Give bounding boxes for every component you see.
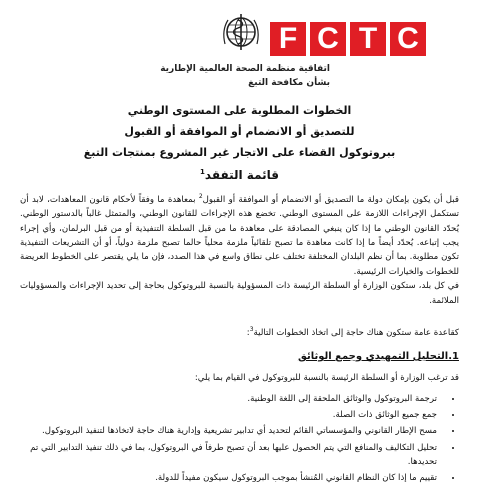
title-line-3: ببروتوكول القضاء على الاتجار غير المشروع بمنتجات التبغ xyxy=(83,146,396,159)
title-line-1: الخطوات المطلوبة على المستوى الوطني xyxy=(127,104,352,117)
section-1-heading: 1.التحليل التمهيدي وجمع الوثائق xyxy=(297,351,459,362)
body-text xyxy=(20,190,459,308)
list-item: • تقييم ما إذا كان النظام القانوني المُنشأ بموجب البروتوكول سيكون مفيداً للدولة. xyxy=(20,471,443,485)
paragraph-1-start: قبل أن يكون بإمكان دولة ما التصديق أو الانضمام أو الموافقة أو القبول xyxy=(202,194,460,205)
list-item: • مسح الإطار القانوني والمؤسساتي القائم لتحديد أي تدابير تشريعية وإدارية هناك حاجة لاتخاذها لتنفيذ البروتوكول. xyxy=(20,424,443,438)
fctc-logo-letter: C xyxy=(390,22,426,56)
paragraph-1-rest: بمعاهدة ما وفقاً لأحكام قانون المعاهدات، لابد أن تستكمل الإجراءات اللازمة على المستوى الوطني. تخضع هذه الإجراءات للقانون الوطني، والمتمثل غالباً بالدستور الوطني. يُحدّد القانون الوطني ما إذا كان ينبغي المصادقة على معاهدة ما من قبل السلطة التنفيذية أو من قبل البرلمان، وأي إجراء يجب إتباعه. يُحدّد أيضاً ما إذا كانت معاهدة ما تصبح تلقائياً ملزمة محلياً حالما تصبح ملزمة دولياً، أو أن التشريعات التنفيذية تكون مطلوبة. بما أن نظم البلدان المختلفة تختلف على نطاق واسع في هذا الصدد، فإن ما يلي يقتصر على الخطوط العريضة للخطوات والخيارات الرئيسية. xyxy=(20,194,459,277)
document-title xyxy=(20,100,459,163)
title-line-2: للتصديق أو الانضمام أو الموافقة أو القبول xyxy=(124,125,355,138)
fctc-logo xyxy=(270,22,426,56)
convention-line-1: اتفاقية منظمة الصحة العالمية الإطارية xyxy=(160,64,330,74)
checklist-title: قائمة التفقد xyxy=(204,168,279,182)
general-rule-text: كقاعدة عامة ستكون هناك حاجة إلى اتخاذ الخطوات التالية xyxy=(253,327,459,338)
footnote-ref: 1 xyxy=(200,168,205,176)
paragraph-2: في كل بلد، ستكون الوزارة أو السلطة الرئيسة ذات المسؤولية بالنسبة للبروتوكول بحاجة إلى تحديد الإجراءات والمسؤوليات الملائمة. xyxy=(20,281,459,306)
paragraph-1 xyxy=(20,190,459,279)
fctc-logo-letter: F xyxy=(270,22,306,56)
list-item: • تحليل التكاليف والمنافع التي يتم الحصول عليها بعد أن تصبح طرفاً في البروتوكول، بما في ذلك تنفيذ التدابير التي تم تحديدها. xyxy=(20,441,443,469)
list-item: • ترجمة البروتوكول والوثائق الملحقة إلى اللغة الوطنية. xyxy=(20,392,443,406)
checklist-heading xyxy=(0,168,479,182)
footnote-ref: 2 xyxy=(198,193,203,200)
fctc-logo-letter: C xyxy=(310,22,346,56)
general-rule: كقاعدة عامة ستكون هناك حاجة إلى اتخاذ الخطوات التالية$^3$: xyxy=(246,326,459,338)
convention-name xyxy=(160,62,330,90)
footnote-ref: 3 xyxy=(249,326,254,333)
convention-line-2: بشأن مكافحة التبغ xyxy=(248,78,330,88)
section-1-intro: قد ترغب الوزارة أو السلطة الرئيسة بالنسبة للبروتوكول في القيام بما يلي: xyxy=(194,373,459,383)
who-emblem-icon xyxy=(219,10,263,54)
fctc-logo-letter: T xyxy=(350,22,386,56)
section-1-list xyxy=(20,392,459,487)
list-item: • جمع جميع الوثائق ذات الصلة. xyxy=(20,408,443,422)
